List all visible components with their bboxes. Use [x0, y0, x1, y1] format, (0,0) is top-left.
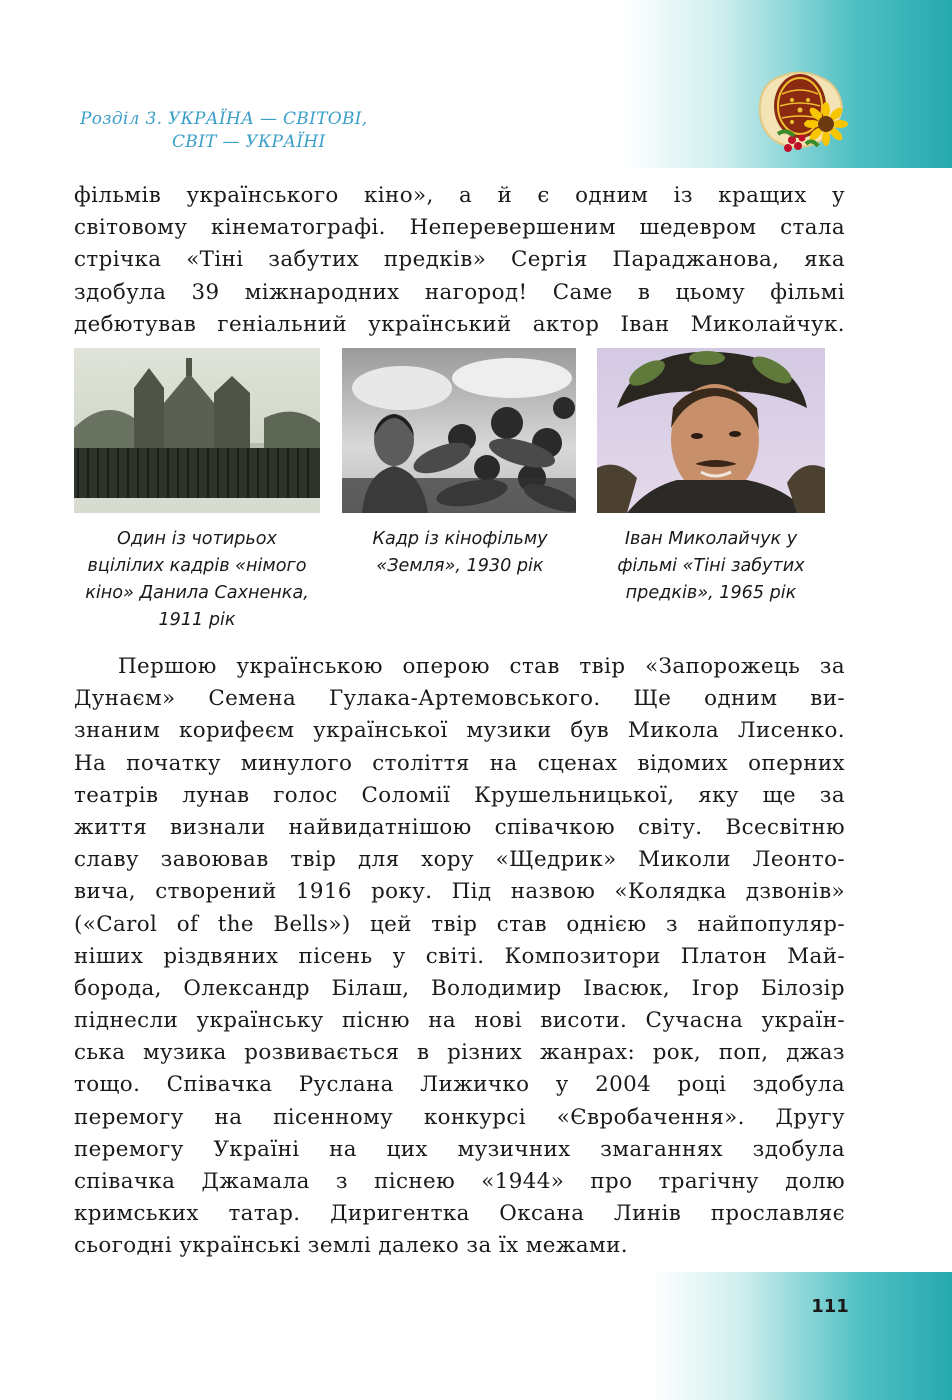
- text-line: театрів лунав голос Соломії Крушельницької, яку ще за: [74, 782, 845, 808]
- paragraph-music: [74, 651, 845, 1263]
- paragraph-film: [74, 180, 845, 341]
- page-number: 111: [811, 1296, 849, 1317]
- text-line: ніших різдвяних пісень у світі. Композитори Платон Май-: [74, 943, 845, 969]
- text-line: («Carol of the Bells») цей твір став однією з найпопуляр-: [74, 911, 845, 937]
- text-line: світовому кінематографі. Неперевершеним шедевром стала: [74, 215, 845, 241]
- photo-mykolaichuk-portrait: [597, 348, 825, 513]
- caption-line: Кадр із кінофільму: [372, 529, 548, 549]
- text-line: ська музика розвивається в різних жанрах: рок, поп, джаз: [74, 1040, 845, 1066]
- footer-decor-band: [652, 1272, 952, 1400]
- text-line: здобула 39 міжнародних нагород! Саме в цьому фільмі: [74, 279, 845, 305]
- text-line: сьогодні українські землі далеко за їх межами.: [74, 1233, 628, 1259]
- text-line: тощо. Співачка Руслана Лижичко у 2004 році здобула: [74, 1072, 845, 1098]
- text-line: співачка Джамала з піснею «1944» про трагічну долю: [74, 1169, 845, 1194]
- text-line: перемогу на пісенному конкурсі «Євробачення». Другу: [74, 1104, 845, 1130]
- caption-mykolaichuk: [594, 526, 828, 607]
- text-line: перемогу Україні на цих музичних змаганнях здобула: [74, 1136, 845, 1162]
- text-line: піднесли українську пісню на нові висоти. Сучасна україн-: [74, 1008, 845, 1034]
- caption-line: фільмі «Тіні забутих: [617, 556, 805, 576]
- text-line: Дунаєм» Семена Гулака-Артемовського. Ще одним ви-: [74, 686, 845, 712]
- pysanka-sunflower-icon: [752, 64, 852, 160]
- photo-zemlia-still: [342, 348, 576, 513]
- text-line: кримських татар. Диригентка Оксана Линів прославляє: [74, 1201, 845, 1227]
- photo-silent-film-still: [74, 348, 320, 513]
- text-line: знаним корифеєм української музики був Микола Лисенко.: [74, 718, 845, 744]
- text-line: славу завоював твір для хору «Щедрик» Миколи Леонто-: [74, 847, 845, 873]
- text-line: На початку минулого століття на сценах відомих оперних: [74, 750, 845, 776]
- caption-line: Один із чотирьох: [117, 529, 277, 549]
- caption-line: 1911 рік: [158, 610, 236, 630]
- section-header: [80, 108, 460, 154]
- caption-silent-film: [66, 526, 328, 634]
- caption-line: предків», 1965 рік: [625, 583, 797, 603]
- text-line: вича, створений 1916 року. Під назвою «Колядка дзвонів»: [74, 879, 845, 905]
- section-header-line2: СВІТ — УКРАЇНІ: [172, 132, 326, 152]
- caption-line: Іван Миколайчук у: [624, 529, 798, 549]
- text-line: дебютував геніальний український актор Іван Миколайчук.: [74, 311, 845, 337]
- text-line: борода, Олександр Білаш, Володимир Івасюк, Ігор Білозір: [74, 975, 845, 1001]
- caption-line: «Земля», 1930 рік: [376, 556, 544, 576]
- text-line: фільмів українського кіно», а й є одним із кращих у: [74, 183, 845, 208]
- caption-line: кіно» Данила Сахненка,: [85, 583, 309, 603]
- caption-zemlia: [338, 526, 582, 580]
- section-header-line1: Розділ 3. УКРАЇНА — СВІТОВІ,: [80, 109, 368, 129]
- text-line: життя визнали найвидатнішою співачкою світу. Всесвітню: [74, 814, 845, 840]
- caption-line: вцілілих кадрів «німого: [87, 556, 307, 576]
- text-line: стрічка «Тіні забутих предків» Сергія Параджанова, яка: [74, 247, 845, 273]
- text-line: Першою українською оперою став твір «Запорожець за: [118, 654, 845, 679]
